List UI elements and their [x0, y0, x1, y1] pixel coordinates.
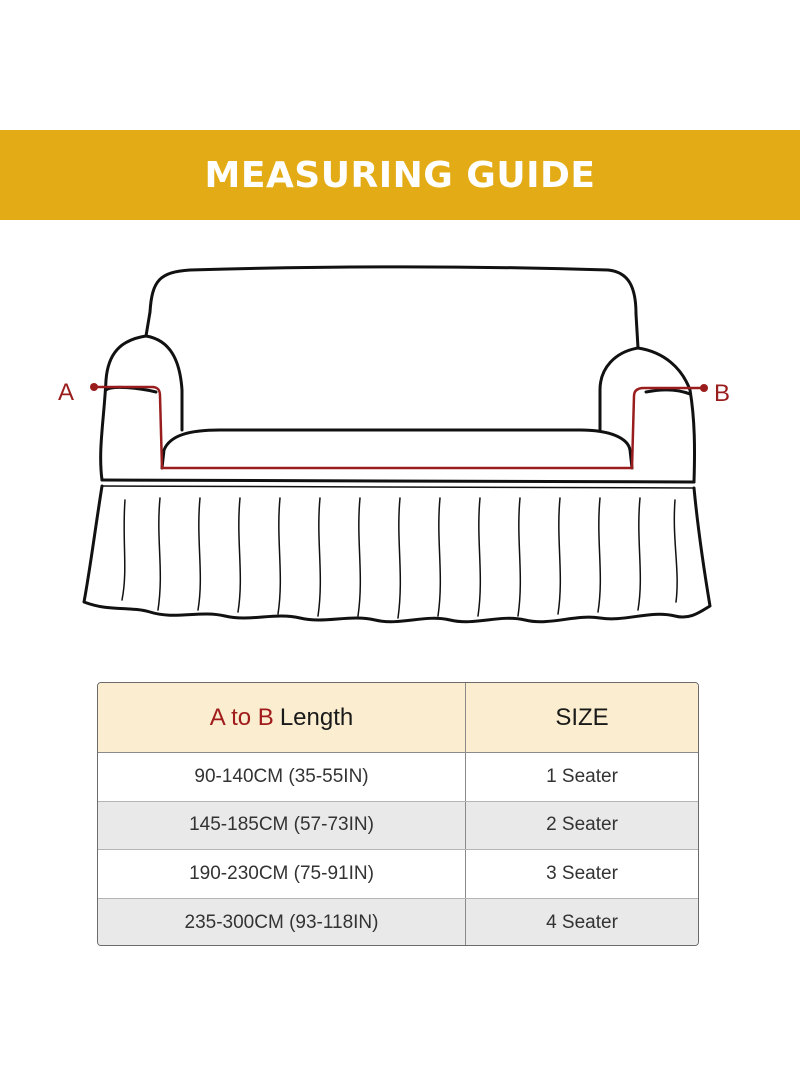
point-b-label: B [714, 380, 731, 407]
sofa-illustration [0, 250, 800, 640]
table-row [98, 899, 698, 947]
length-cell: 190-230CM (75-91IN) [98, 850, 466, 898]
length-cell: 145-185CM (57-73IN) [98, 802, 466, 850]
length-label: Length [279, 703, 354, 731]
size-cell: 3 Seater [546, 862, 618, 884]
table-row [98, 753, 698, 802]
length-cell: 235-300CM (93-118IN) [98, 899, 466, 947]
length-cell: 90-140CM (35-55IN) [98, 753, 466, 801]
title-banner [0, 130, 800, 220]
size-cell: 4 Seater [546, 911, 618, 933]
table-row [98, 850, 698, 899]
table-row [98, 802, 698, 851]
point-a-marker [90, 383, 98, 391]
ab-label: A to B [209, 703, 274, 731]
point-a-label: A [58, 379, 75, 406]
length-header [98, 683, 466, 752]
table-header [98, 683, 698, 753]
size-table [97, 682, 699, 946]
sofa-drawing [0, 250, 800, 640]
page-title: MEASURING GUIDE [204, 154, 596, 196]
measure-line [94, 387, 704, 468]
size-header: SIZE [555, 703, 609, 731]
size-cell: 1 Seater [546, 765, 618, 787]
size-cell: 2 Seater [546, 814, 618, 836]
point-b-marker [700, 384, 708, 392]
